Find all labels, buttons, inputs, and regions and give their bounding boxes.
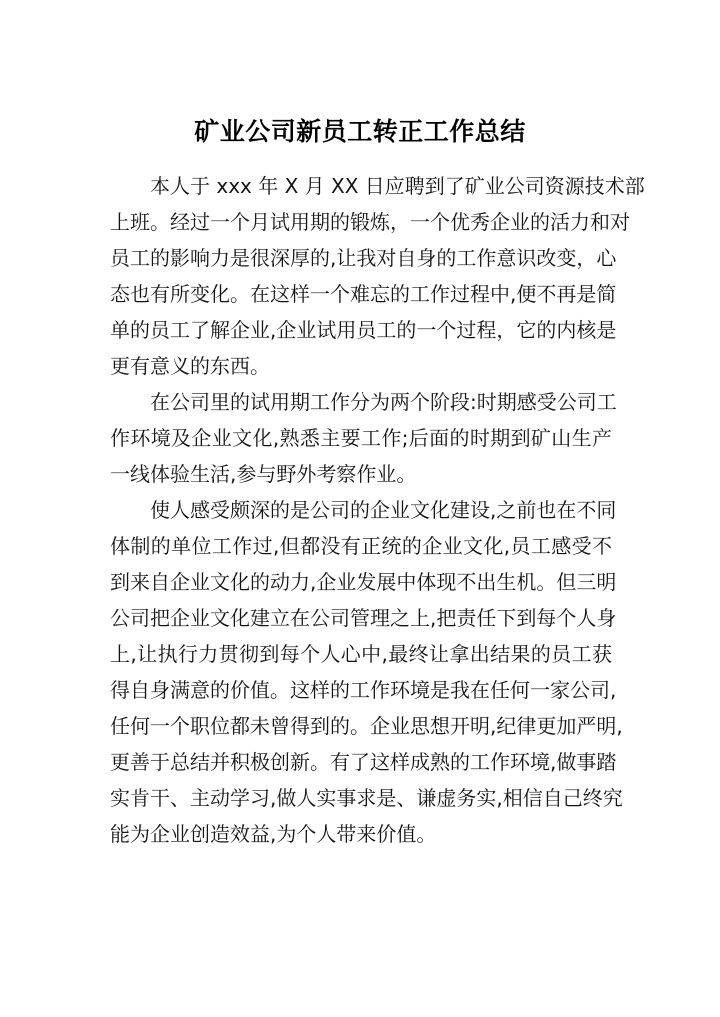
paragraph-1: [110, 168, 645, 384]
document-title: 矿业公司新员工转正工作总结: [194, 117, 526, 146]
text-line: 上,让执行力贯彻到每个人心中,最终让拿出结果的员工获: [110, 642, 612, 666]
text-line: 上班。经过一个月试用期的锻炼，一个优秀企业的活力和对: [110, 210, 630, 234]
document-body: [110, 168, 645, 852]
paragraph-3: [110, 492, 623, 852]
text-line: 单的员工了解企业,企业试用员工的一个过程，它的内核是: [110, 318, 617, 342]
text-line: 公司把企业文化建立在公司管理之上,把责任下到每个人身: [110, 606, 617, 630]
text-line: 能为企业创造效益,为个人带来价值。: [110, 822, 437, 846]
text-line: 本人于 xxx 年 X 月 XX 日应聘到了矿业公司资源技术部: [150, 174, 645, 198]
text-line: 更有意义的东西。: [110, 354, 270, 378]
text-line: 使人感受颇深的是公司的企业文化建设,之前也在不同: [150, 498, 617, 522]
text-line: 员工的影响力是很深厚的,让我对自身的工作意识改变，心: [110, 246, 617, 270]
text-line: 态也有所变化。在这样一个难忘的工作过程中,便不再是简: [110, 282, 617, 306]
text-line: 得自身满意的价值。这样的工作环境是我在任何一家公司,: [110, 678, 617, 702]
text-line: 在公司里的试用期工作分为两个阶段:时期感受公司工: [150, 390, 617, 414]
text-line: 实肯干、主动学习,做人实事求是、谦虚务实,相信自己终究: [110, 786, 623, 810]
paragraph-2: [110, 384, 617, 492]
text-line: 一线体验生活,参与野外考察作业。: [110, 462, 417, 486]
text-line: 作环境及企业文化,熟悉主要工作;后面的时期到矿山生产: [110, 426, 612, 450]
text-line: 任何一个职位都未曾得到的。企业思想开明,纪律更加严明,: [110, 714, 623, 738]
text-line: 到来自企业文化的动力,企业发展中体现不出生机。但三明: [110, 570, 617, 594]
text-line: 更善于总结并积极创新。有了这样成熟的工作环境,做事踏: [110, 750, 617, 774]
text-line: 体制的单位工作过,但都没有正统的企业文化,员工感受不: [110, 534, 612, 558]
